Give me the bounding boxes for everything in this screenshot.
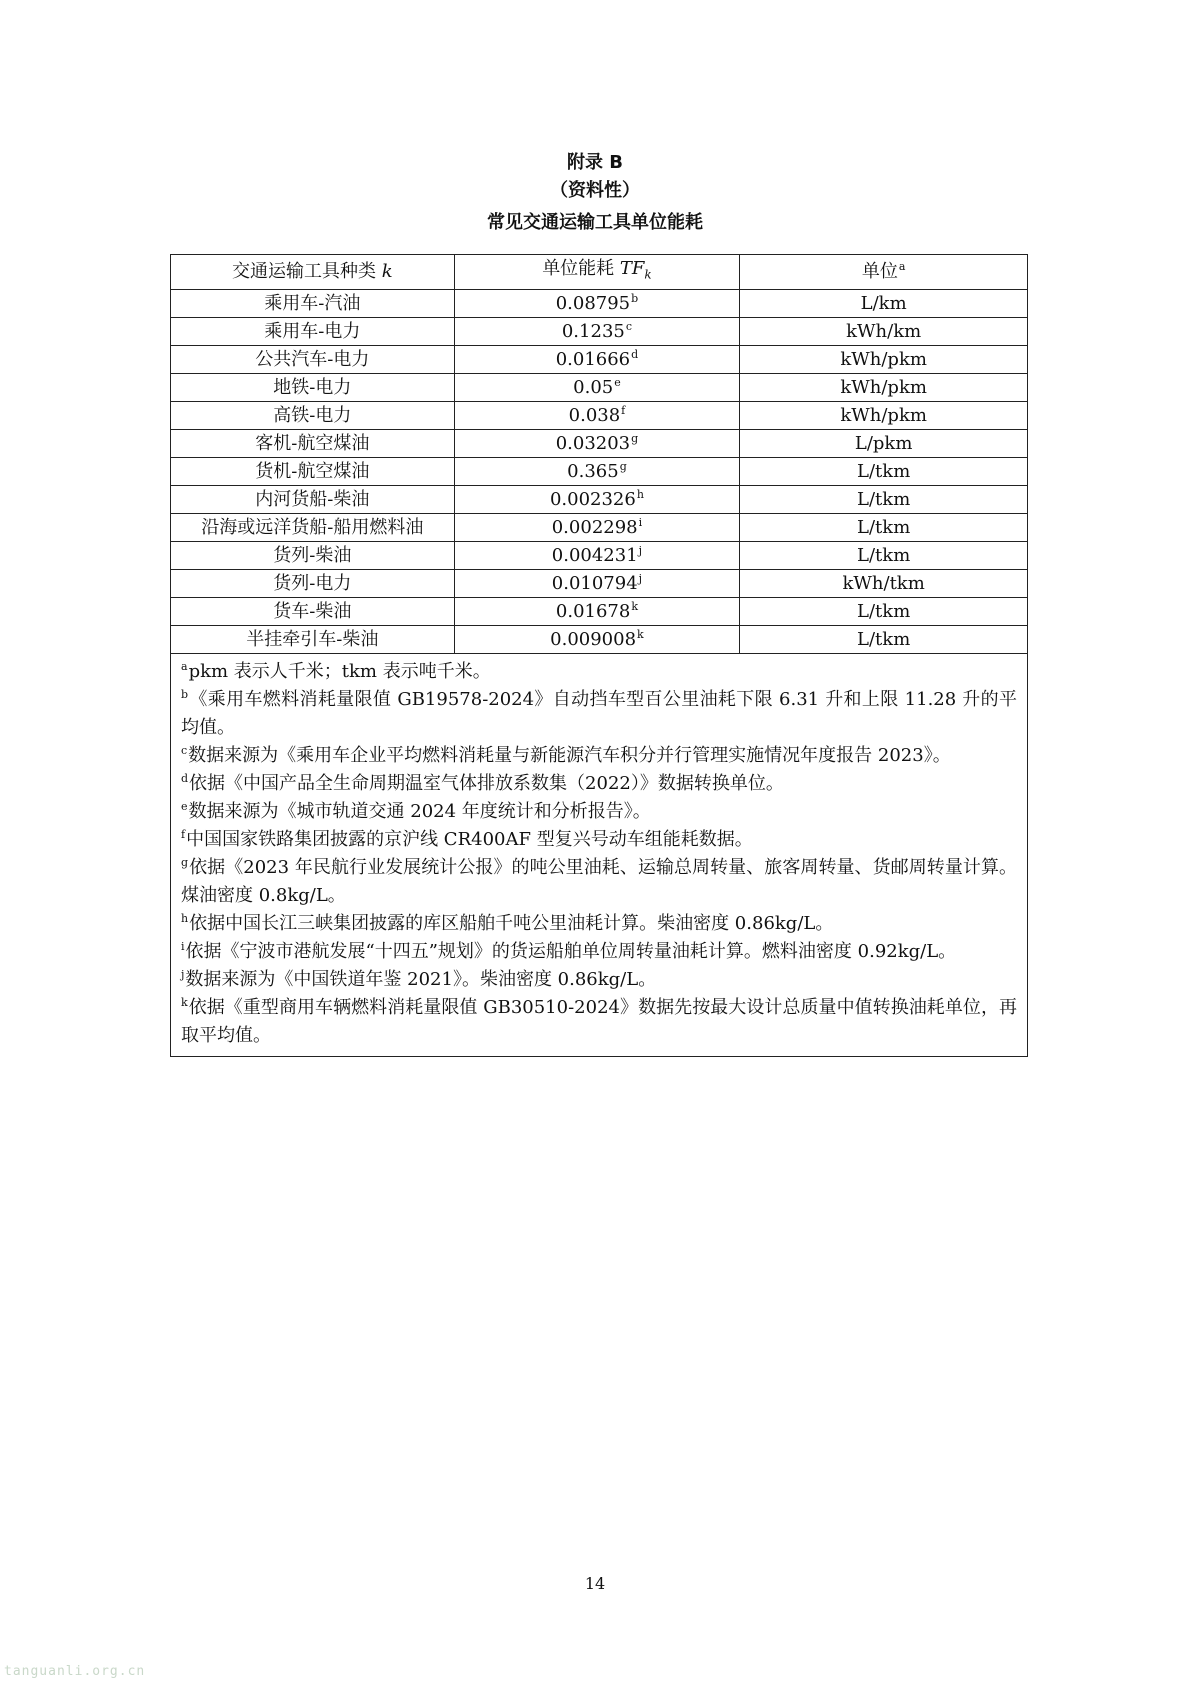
table-row [171,401,1028,429]
energy-value: 0.1235 [561,320,625,342]
column-header-unit: 单位$^a$ [740,255,1028,290]
energy-value: 0.08795 [555,292,631,314]
table-row [171,485,1028,513]
footnote-text: 中国国家铁路集团披露的京沪线 CR400AF 型复兴号动车组能耗数据。 [186,828,753,850]
cell-vehicle-type: 高铁-电力 [171,401,455,429]
table-row [171,625,1028,653]
cell-unit: L/tkm [740,541,1028,569]
footnote [181,938,1017,966]
footnote-mark: b [631,291,639,305]
energy-value: 0.010794 [551,572,638,594]
footnote-mark: h [636,487,644,501]
energy-value: 0.002298 [551,516,638,538]
cell-energy-value [454,289,740,317]
cell-unit: L/tkm [740,457,1028,485]
footnote-text: 数据来源为《中国铁道年鉴 2021》。柴油密度 0.86kg/L。 [185,968,657,990]
table-row [171,541,1028,569]
energy-value: 0.009008 [550,628,637,650]
cell-vehicle-type: 货机-航空煤油 [171,457,455,485]
cell-vehicle-type: 货列-柴油 [171,541,455,569]
cell-energy-value [454,317,740,345]
page-number: 14 [584,1574,606,1593]
cell-energy-value [454,597,740,625]
energy-value: 0.002326 [549,488,636,510]
cell-unit: kWh/pkm [740,401,1028,429]
table-row [171,289,1028,317]
cell-energy-value [454,569,740,597]
footnote-text: 依据《2023 年民航行业发展统计公报》的吨公里油耗、运输总周转量、旅客周转量、货邮周转量计算。煤油密度 0.8kg/L。 [181,856,1017,906]
cell-energy-value [454,541,740,569]
footnote [181,966,1017,994]
energy-value: 0.365 [567,460,619,482]
cell-unit: kWh/pkm [740,373,1028,401]
footnote [181,658,1017,686]
cell-vehicle-type: 内河货船-柴油 [171,485,455,513]
footnote [181,994,1017,1050]
cell-unit: L/km [740,289,1028,317]
footnote-text: 依据《重型商用车辆燃料消耗量限值 GB30510-2024》数据先按最大设计总质量中值转换油耗单位，再取平均值。 [181,996,1017,1046]
footnote-mark: a [181,659,188,673]
energy-value: 0.05 [573,376,614,398]
energy-consumption-table [170,254,1028,1057]
footnote-mark: c [181,743,188,757]
cell-unit: L/pkm [740,429,1028,457]
table-row [171,597,1028,625]
cell-energy-value [454,401,740,429]
cell-vehicle-type: 货列-电力 [171,569,455,597]
footnote [181,854,1017,910]
footnote-mark: j [181,967,185,981]
footnote [181,686,1017,742]
footnote-mark: g [181,855,189,869]
footnote [181,910,1017,938]
table-row [171,429,1028,457]
footnote-mark: i [181,939,185,953]
footnote [181,798,1017,826]
footnote-mark: i [638,515,643,529]
footnote-mark: c [625,319,633,333]
footnote-text: 依据《宁波市港航发展“十四五”规划》的货运船舶单位周转量油耗计算。燃料油密度 0.92kg/L。 [185,940,957,962]
cell-energy-value [454,373,740,401]
footnote-mark: f [181,827,186,841]
cell-unit: L/tkm [740,625,1028,653]
cell-unit: kWh/pkm [740,345,1028,373]
footnote-mark: g [631,431,639,445]
watermark: tanguanli.org.cn [4,1664,146,1679]
footnote [181,742,1017,770]
footnote-mark: k [181,995,188,1009]
cell-vehicle-type: 货车-柴油 [171,597,455,625]
footnote-mark: d [181,771,189,785]
energy-value: 0.03203 [555,432,631,454]
table-body [171,289,1028,653]
footnote-mark: k [637,627,644,641]
footnote-text: 数据来源为《乘用车企业平均燃料消耗量与新能源汽车积分并行管理实施情况年度报告 2023》。 [188,744,951,766]
table-row [171,513,1028,541]
cell-unit: L/tkm [740,597,1028,625]
table-row [171,569,1028,597]
table-header-row [171,255,1028,290]
cell-energy-value [454,345,740,373]
cell-unit: L/tkm [740,513,1028,541]
footnote [181,770,1017,798]
cell-vehicle-type: 半挂牵引车-柴油 [171,625,455,653]
footnote-mark: f [621,403,626,417]
footnote [181,826,1017,854]
footnote-mark: k [631,599,638,613]
cell-vehicle-type: 乘用车-电力 [171,317,455,345]
cell-vehicle-type: 公共汽车-电力 [171,345,455,373]
footnote-mark: g [619,459,627,473]
footnote-text: 依据《中国产品全生命周期温室气体排放系数集（2022）》数据转换单位。 [189,772,784,794]
energy-value: 0.01666 [555,348,631,370]
energy-value: 0.01678 [555,600,631,622]
footnote-text: 《乘用车燃料消耗量限值 GB19578-2024》自动挡车型百公里油耗下限 6.31 升和上限 11.28 升的平均值。 [181,688,1017,738]
cell-vehicle-type: 地铁-电力 [171,373,455,401]
table-row [171,317,1028,345]
column-header-value: 单位能耗 $TF_k$ [454,255,740,290]
appendix-label: 附录 B [567,152,623,173]
energy-value: 0.004231 [551,544,638,566]
cell-vehicle-type: 沿海或远洋货船-船用燃料油 [171,513,455,541]
appendix-nature: （资料性） [550,180,640,201]
table-row [171,373,1028,401]
cell-vehicle-type: 客机-航空煤油 [171,429,455,457]
table-notes [171,653,1028,1056]
cell-energy-value [454,625,740,653]
column-header-type: 交通运输工具种类 k [171,255,455,290]
footnote-mark: e [181,799,188,813]
footnote-mark: h [181,911,189,925]
appendix-title: 常见交通运输工具单位能耗 [487,212,703,233]
cell-unit: L/tkm [740,485,1028,513]
footnote-text: 数据来源为《城市轨道交通 2024 年度统计和分析报告》。 [188,800,651,822]
cell-energy-value [454,457,740,485]
notes-row [171,653,1028,1056]
footnote-mark: d [631,347,639,361]
cell-vehicle-type: 乘用车-汽油 [171,289,455,317]
cell-unit: kWh/tkm [740,569,1028,597]
cell-unit: kWh/km [740,317,1028,345]
table-row [171,345,1028,373]
footnote-text: pkm 表示人千米；tkm 表示吨千米。 [188,660,491,682]
table-row [171,457,1028,485]
footnote-mark: j [638,571,643,585]
footnote-mark: b [181,687,189,701]
footnote-mark: j [638,543,643,557]
footnote-mark: e [614,375,621,389]
cell-energy-value [454,485,740,513]
energy-value: 0.038 [568,404,621,426]
cell-energy-value [454,513,740,541]
cell-energy-value [454,429,740,457]
footnote-text: 依据中国长江三峡集团披露的库区船舶千吨公里油耗计算。柴油密度 0.86kg/L。 [189,912,834,934]
